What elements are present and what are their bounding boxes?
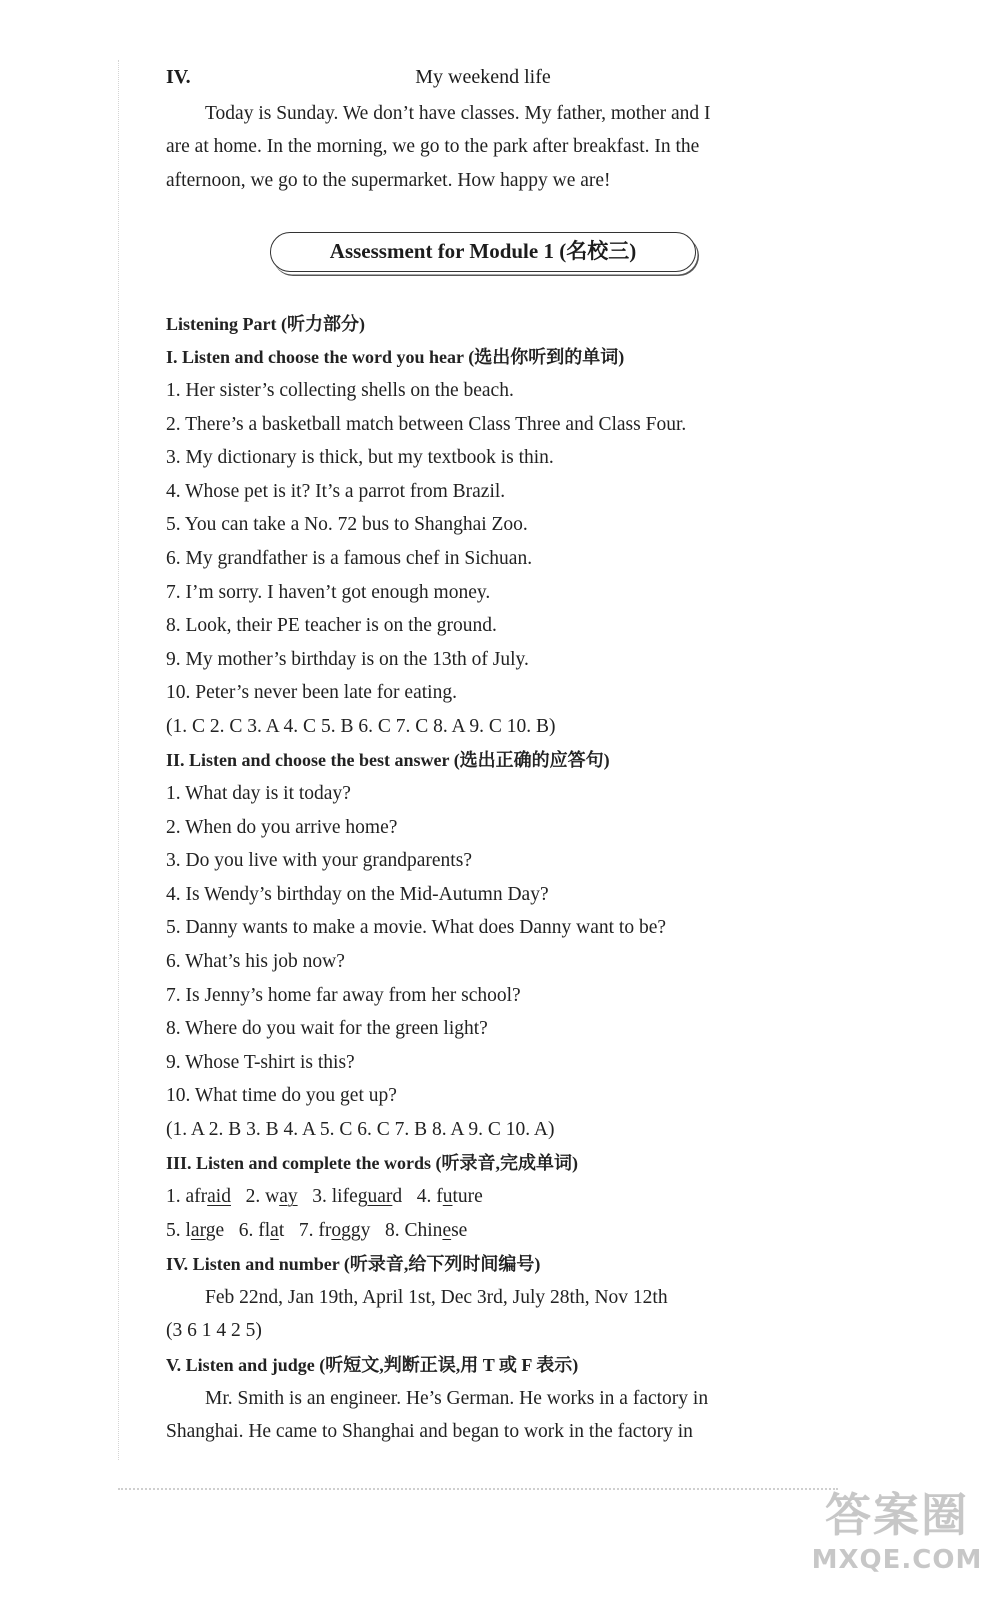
essay-line: are at home. In the morning, we go to the park after breakfast. In the [166,136,700,157]
list-item: 5. Danny wants to make a movie. What does Danny want to be? [166,917,667,938]
margin-rule [118,60,119,1460]
list-item: 10. What time do you get up? [166,1085,397,1106]
list-item: 2. There’s a basketball match between Class Three and Class Four. [166,414,687,435]
list-item: 8. Where do you wait for the green light? [166,1018,488,1039]
essay-title: My weekend life [415,66,551,88]
answer-key: (1. C 2. C 3. A 4. C 5. B 6. C 7. C 8. A 9. C 10. B) [166,716,556,737]
watermark-logo [808,1486,986,1592]
date-list: Feb 22nd, Jan 19th, April 1st, Dec 3rd, July 28th, Nov 12th [205,1287,668,1308]
list-item: 7. I’m sorry. I haven’t got enough money. [166,582,491,603]
passage-line: Mr. Smith is an engineer. He’s German. He works in a factory in [205,1388,709,1409]
word-item: 5. large [166,1220,225,1241]
passage-line: Shanghai. He came to Shanghai and began to work in the factory in [166,1421,693,1442]
list-item: 6. What’s his job now? [166,951,345,972]
answer-key: (3 6 1 4 2 5) [166,1320,262,1341]
list-item: 4. Whose pet is it? It’s a parrot from Brazil. [166,481,506,502]
word-item: 8. Chinese [385,1220,468,1241]
watermark-cn: 答案圈 [825,1488,969,1542]
watermark-en: MXQE.COM [811,1545,983,1575]
list-item: 10. Peter’s never been late for eating. [166,682,457,703]
list-item: 1. What day is it today? [166,783,351,804]
list-item: 4. Is Wendy’s birthday on the Mid-Autumn Day? [166,884,549,905]
word-item: 3. lifeguard [312,1186,403,1207]
list-item: 3. My dictionary is thick, but my textbook is thin. [166,447,554,468]
list-item: 2. When do you arrive home? [166,817,398,838]
footer-rule [118,1488,838,1490]
list-item: 5. You can take a No. 72 bus to Shanghai Zoo. [166,514,528,535]
section-heading: V. Listen and judge (听短文,判断正误,用 T 或 F 表示) [166,1355,579,1375]
essay-line: afternoon, we go to the supermarket. How happy we are! [166,170,611,191]
part-title: Listening Part (听力部分) [166,314,365,334]
section-heading: II. Listen and choose the best answer (选出正确的应答句) [166,750,610,770]
list-item: 3. Do you live with your grandparents? [166,850,472,871]
word-item: 1. afraid [166,1186,231,1207]
section-heading: III. Listen and complete the words (听录音,完成单词) [166,1153,578,1173]
list-item: 6. My grandfather is a famous chef in Sichuan. [166,548,533,569]
word-row [166,1185,483,1209]
list-item: 9. Whose T-shirt is this? [166,1052,355,1073]
list-item: 8. Look, their PE teacher is on the ground. [166,615,497,636]
list-item: 9. My mother’s birthday is on the 13th of July. [166,649,529,670]
word-row [166,1219,467,1243]
list-item: 7. Is Jenny’s home far away from her school? [166,985,521,1006]
assessment-banner: Assessment for Module 1 (名校三) [270,232,696,272]
section-heading: I. Listen and choose the word you hear (选出你听到的单词) [166,347,625,367]
section-heading: IV. Listen and number (听录音,给下列时间编号) [166,1254,541,1274]
word-item: 6. flat [238,1220,285,1241]
list-item: 1. Her sister’s collecting shells on the beach. [166,380,514,401]
section-label: IV. [166,66,191,88]
word-item: 7. froggy [298,1220,371,1241]
answer-key: (1. A 2. B 3. B 4. A 5. C 6. C 7. B 8. A 9. C 10. A) [166,1119,555,1140]
word-item: 2. way [245,1186,298,1207]
word-item: 4. future [416,1186,483,1207]
essay-line: Today is Sunday. We don’t have classes. My father, mother and I [205,103,711,124]
